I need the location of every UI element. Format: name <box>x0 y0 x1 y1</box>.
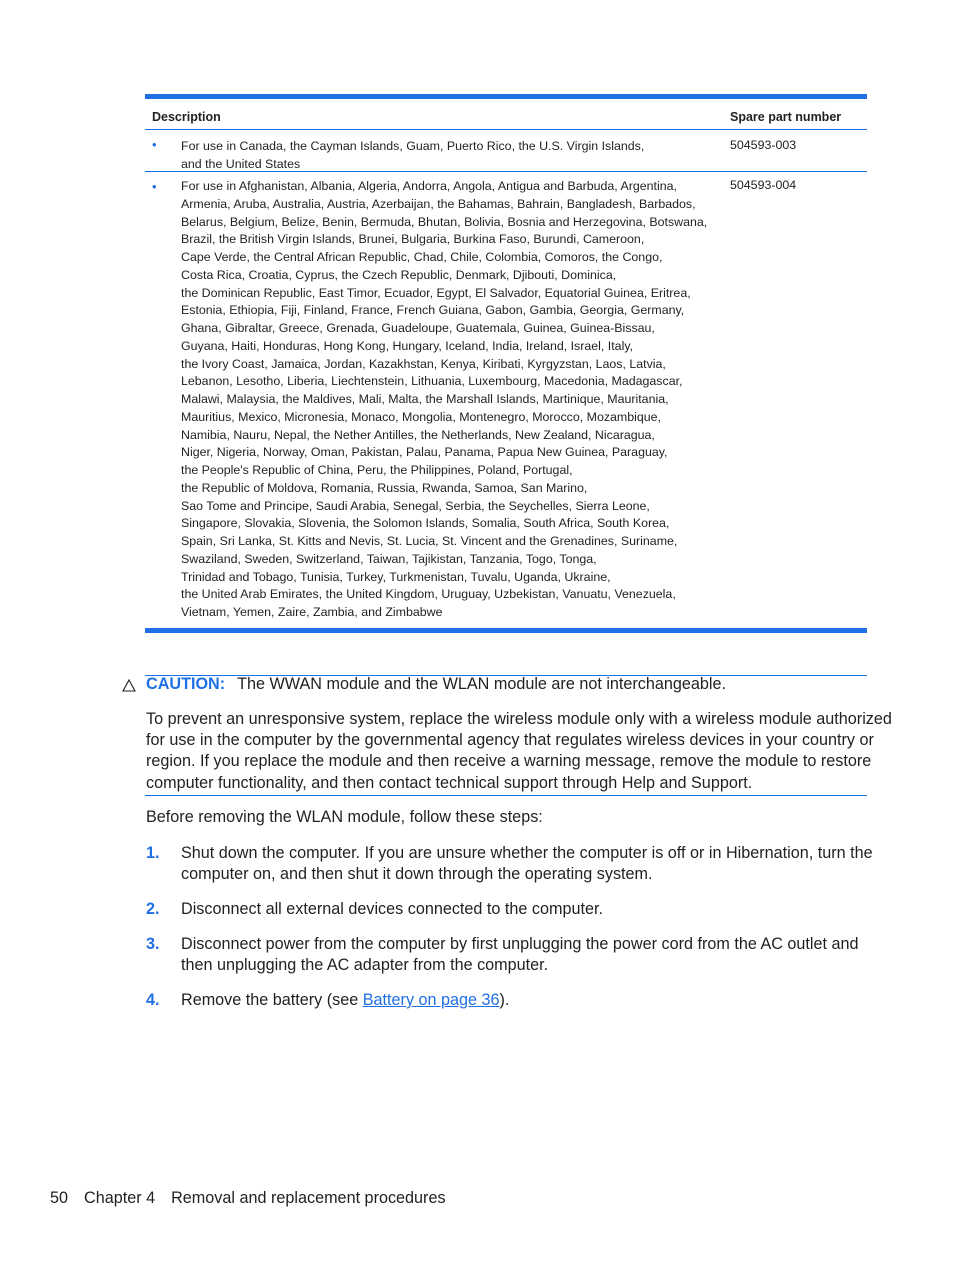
step-text <box>181 843 873 885</box>
description-line: For use in Canada, the Cayman Islands, Guam, Puerto Rico, the U.S. Virgin Islands, <box>181 139 645 153</box>
steps-intro: Before removing the WLAN module, follow these steps: <box>146 808 543 826</box>
step-text <box>181 990 868 1011</box>
step-text <box>181 934 868 976</box>
step-number: 1. <box>146 844 160 862</box>
step-item <box>146 899 868 920</box>
description-line: Sao Tome and Principe, Saudi Arabia, Senegal, Serbia, the Seychelles, Sierra Leone, <box>181 498 650 513</box>
description-line: Spain, Sri Lanka, St. Kitts and Nevis, St. Lucia, St. Vincent and the Grenadines, Suriname, <box>181 534 678 548</box>
description-line: the People's Republic of China, Peru, the Philippines, Poland, Portugal, <box>181 463 573 477</box>
step-text-after-link: ). <box>499 991 510 1009</box>
description-line: Estonia, Ethiopia, Fiji, Finland, France, French Guiana, Gabon, Gambia, Georgia, Germany, <box>181 303 685 318</box>
caution-bottom-rule <box>145 795 867 796</box>
spare-parts-table <box>145 94 867 633</box>
paragraph-line: computer functionality, and then contact technical support through Help and Support. <box>146 773 753 792</box>
row-description <box>181 138 721 174</box>
step-text-before-link: Remove the battery (see <box>181 991 363 1009</box>
description-line: the Dominican Republic, East Timor, Ecuador, Egypt, El Salvador, Equatorial Guinea, Eritrea, <box>181 285 691 300</box>
description-line: Guyana, Haiti, Honduras, Hong Kong, Hungary, Iceland, India, Ireland, Israel, Italy, <box>181 338 634 353</box>
step-line: then unplugging the AC adapter from the computer. <box>181 956 549 975</box>
description-line: Belarus, Belgium, Belize, Benin, Bermuda, Bhutan, Bolivia, Bosnia and Herzegovina, Botswana, <box>181 214 708 229</box>
description-line: Armenia, Aruba, Australia, Austria, Azerbaijan, the Bahamas, Bahrain, Bangladesh, Barbados, <box>181 196 696 211</box>
step-item <box>146 843 873 885</box>
spare-part-number: 504593-004 <box>730 178 797 192</box>
description-line: Vietnam, Yemen, Zaire, Zambia, and Zimbabwe <box>181 605 443 619</box>
description-line: Swaziland, Sweden, Switzerland, Taiwan, Tajikistan, Tanzania, Togo, Tonga, <box>181 551 597 566</box>
table-header <box>145 99 867 130</box>
table-row <box>145 130 867 172</box>
caution-label: CAUTION: <box>146 675 226 693</box>
description-line: Mauritius, Mexico, Micronesia, Monaco, Mongolia, Montenegro, Morocco, Mozambique, <box>181 409 661 424</box>
description-line: Cape Verde, the Central African Republic, Chad, Chile, Colombia, Comoros, the Congo, <box>181 250 663 264</box>
column-header-description: Description <box>152 110 221 124</box>
description-line: Niger, Nigeria, Norway, Oman, Pakistan, Palau, Panama, Papua New Guinea, Paraguay, <box>181 445 668 460</box>
description-line: the Republic of Moldova, Romania, Russia, Rwanda, Samoa, San Marino, <box>181 480 588 495</box>
step-line: Shut down the computer. If you are unsure whether the computer is off or in Hibernation, turn the <box>181 844 873 862</box>
bullet-icon: • <box>152 179 157 194</box>
paragraph-line: region. If you replace the module and then receive a warning message, remove the module to restore <box>146 752 872 771</box>
column-header-spare-part-number: Spare part number <box>730 110 842 124</box>
description-line: For use in Afghanistan, Albania, Algeria, Andorra, Angola, Antigua and Barbuda, Argentina, <box>181 179 677 193</box>
description-line: the United Arab Emirates, the United Kingdom, Uruguay, Uzbekistan, Vanuatu, Venezuela, <box>181 587 676 602</box>
description-line: Ghana, Gibraltar, Greece, Grenada, Guadeloupe, Guatemala, Guinea, Guinea-Bissau, <box>181 321 655 335</box>
paragraph-line: To prevent an unresponsive system, replace the wireless module only with a wireless module authorized <box>146 710 892 728</box>
description-line: Singapore, Slovakia, Slovenia, the Solomon Islands, Somalia, South Africa, South Korea, <box>181 516 670 531</box>
battery-page-link[interactable]: Battery on page 36 <box>362 991 500 1009</box>
spare-part-number: 504593-003 <box>730 138 797 152</box>
page-footer <box>50 1189 446 1208</box>
page-number: 50 <box>50 1189 69 1207</box>
step-line: computer on, and then shut it down through the operating system. <box>181 865 653 884</box>
step-item <box>146 990 868 1011</box>
step-text <box>181 899 868 920</box>
description-line: Namibia, Nauru, Nepal, the Nether Antilles, the Netherlands, New Zealand, Nicaragua, <box>181 427 655 442</box>
step-line: Disconnect all external devices connected to the computer. <box>181 900 604 918</box>
caution-triangle-icon <box>122 679 136 697</box>
description-line: Lebanon, Lesotho, Liberia, Liechtenstein, Lithuania, Luxembourg, Macedonia, Madagascar, <box>181 374 683 389</box>
description-line: Malawi, Malaysia, the Maldives, Mali, Malta, the Marshall Islands, Martinique, Mauritania, <box>181 392 669 406</box>
step-item <box>146 934 868 976</box>
chapter-title: Removal and replacement procedures <box>171 1189 446 1207</box>
description-line: Costa Rica, Croatia, Cyprus, the Czech Republic, Denmark, Djibouti, Dominica, <box>181 267 617 282</box>
bullet-icon: • <box>152 137 157 152</box>
chapter-label: Chapter 4 <box>84 1189 156 1207</box>
step-number: 2. <box>146 900 160 918</box>
step-line <box>181 990 868 1011</box>
description-line: the Ivory Coast, Jamaica, Jordan, Kazakhstan, Kenya, Kiribati, Kyrgyzstan, Laos, Latvia, <box>181 356 666 371</box>
description-line: Trinidad and Tobago, Tunisia, Turkey, Turkmenistan, Tuvalu, Uganda, Ukraine, <box>181 569 611 584</box>
table-row <box>145 172 867 628</box>
step-number: 4. <box>146 991 160 1009</box>
caution-text: The WWAN module and the WLAN module are not interchangeable. <box>237 675 727 693</box>
table-bottom-rule <box>145 628 867 633</box>
step-line: Disconnect power from the computer by first unplugging the power cord from the AC outlet and <box>181 935 859 953</box>
description-line: Brazil, the British Virgin Islands, Brunei, Bulgaria, Burkina Faso, Burundi, Cameroon, <box>181 232 645 247</box>
paragraph-line: for use in the computer by the governmental agency that regulates wireless devices in your country or <box>146 731 874 750</box>
step-number: 3. <box>146 935 160 953</box>
row-description <box>181 178 721 622</box>
caution-paragraph <box>146 709 892 794</box>
description-line: and the United States <box>181 156 301 171</box>
caution-notice <box>146 675 726 694</box>
